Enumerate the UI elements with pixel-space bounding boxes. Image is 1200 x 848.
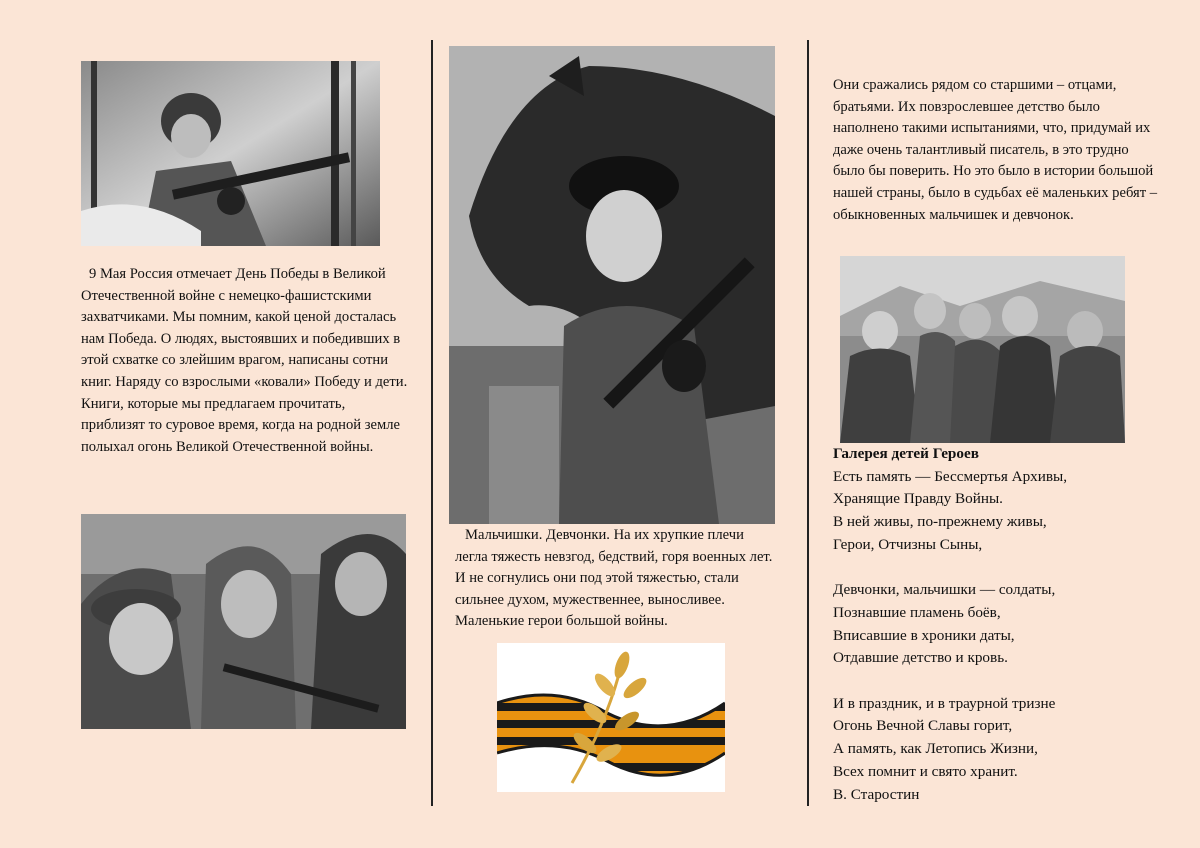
poem-line: Вписавшие в хроники даты, — [833, 626, 1015, 644]
poem-stanza — [833, 693, 1173, 784]
column-divider-left — [431, 40, 433, 806]
poem-author: В. Старостин — [833, 785, 920, 803]
poem-line: Отдавшие детство и кровь. — [833, 649, 1008, 667]
column-divider-right — [807, 40, 809, 806]
poem-line: А память, как Летопись Жизни, — [833, 740, 1038, 758]
poem-stanza — [833, 579, 1173, 670]
poem-line: И в праздник, и в траурной тризне — [833, 694, 1056, 712]
intro-paragraph: 9 Мая Россия отмечает День Победы в Великой Отечественной войне с немецко-фашистскими захватчиками. Мы помним, какой ценой досталась нам Победа. О людях, выстоявших и победивших в этой схватке со злейшим врагом, написаны сотни книг. Наряду со взрослыми «ковали» Победу и дети. Книги, которые мы предлагаем прочитать, приблизят то суровое время, когда на родной земле полыхал огонь Великой Отечественной войны. — [81, 266, 408, 455]
poem-line: Хранящие Правду Войны. — [833, 490, 1003, 508]
right-paragraph: Они сражались рядом со старшими – отцами, братьями. Их повзрослевшее детство было наполнено такими испытаниями, что, придумай их даже очень талантливый писатель, в это трудно было бы поверить. Но это было в истории большой нашей страны, было в судьбах её маленьких ребят – обыкновенных мальчишек и девчонок. — [833, 77, 1158, 223]
poem-line: Герои, Отчизны Сыны, — [833, 535, 983, 553]
center-paragraph: Мальчишки. Девчонки. На их хрупкие плечи легла тяжесть невзгод, бедствий, горя военных лет. И не согнулись они под этой тяжестью, стали сильнее духом, мужественнее, выносливее. Маленькие герои большой войны. — [455, 527, 773, 630]
st-george-ribbon-laurel-image — [497, 643, 725, 792]
poem — [833, 443, 1173, 806]
photo-boy-with-horse — [449, 46, 775, 524]
poem-title: Галерея детей Героев — [833, 445, 979, 462]
poem-line: Девчонки, мальчишки — солдаты, — [833, 581, 1056, 599]
poem-line: Огонь Вечной Славы горит, — [833, 717, 1013, 735]
poem-stanza — [833, 466, 1173, 557]
poem-line: В ней живы, по-прежнему живы, — [833, 513, 1047, 531]
poem-line: Всех помнит и свято хранит. — [833, 762, 1018, 780]
photo-boy-soldier-with-woman — [81, 514, 406, 729]
poem-line: Познавшие пламень боёв, — [833, 603, 1001, 621]
photo-boy-in-snowy-forest — [81, 61, 380, 246]
poem-line: Есть память — Бессмертья Архивы, — [833, 467, 1068, 485]
photo-group-of-child-soldiers — [840, 256, 1125, 443]
